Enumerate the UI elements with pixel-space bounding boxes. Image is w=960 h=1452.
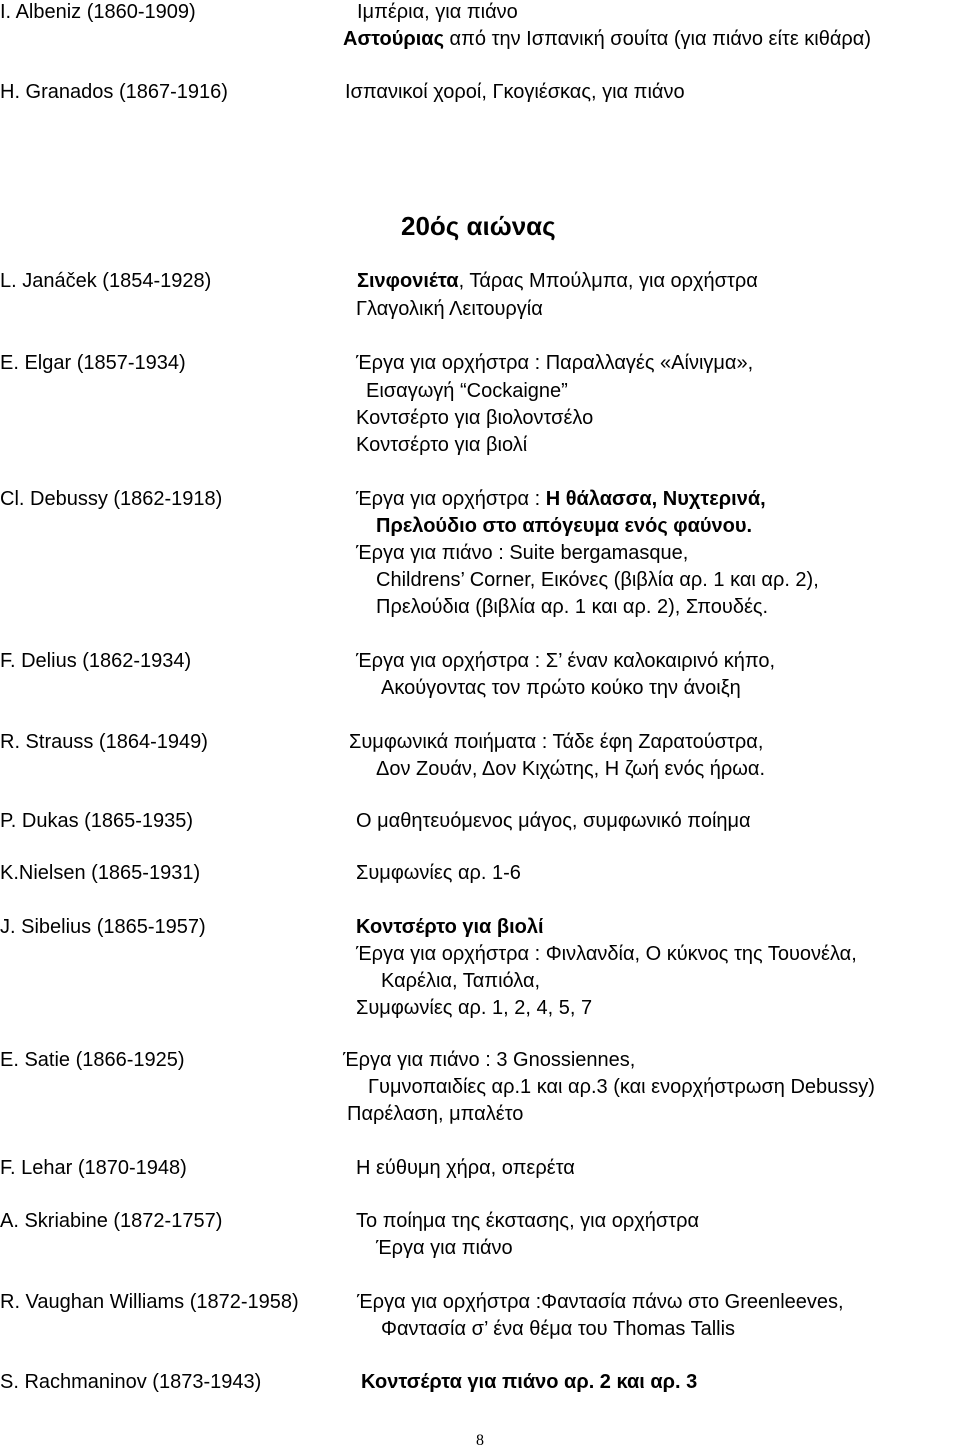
composer-delius: F. Delius (1862-1934) <box>0 650 192 672</box>
work-line: Πρελούδιο στο απόγευμα ενός φαύνου. <box>376 515 753 537</box>
work-line: Γυμνοπαιδίες αρ.1 και αρ.3 (και ενορχήστρωση Debussy) <box>368 1076 875 1098</box>
work-title-bold: Η θάλασσα, Νυχτερινά, <box>545 488 766 510</box>
work-line <box>343 28 871 50</box>
composer-nielsen: K.Nielsen (1865-1931) <box>0 862 201 884</box>
composer-rachmaninov: S. Rachmaninov (1873-1943) <box>0 1371 262 1393</box>
work-line <box>356 488 766 510</box>
work-line: Κοντσέρτα για πιάνο αρ. 2 και αρ. 3 <box>361 1371 698 1393</box>
composer-janacek: L. Janáček (1854-1928) <box>0 270 212 292</box>
work-line: Έργα για πιάνο : Suite bergamasque, <box>356 542 689 564</box>
work-line: Έργα για ορχήστρα :Φαντασία πάνω στο Greenleeves, <box>357 1291 844 1313</box>
work-line: Δον Ζουάν, Δον Κιχώτης, Η ζωή ενός ήρωα. <box>376 758 766 780</box>
work-text: από την Ισπανική σουίτα (για πιάνο είτε κιθάρα) <box>443 28 872 50</box>
work-line: Πρελούδια (βιβλία αρ. 1 και αρ. 2), Σπουδές. <box>376 596 769 618</box>
work-line: Εισαγωγή “Cockaigne” <box>366 380 568 402</box>
work-line: Childrens’ Corner, Εικόνες (βιβλία αρ. 1 και αρ. 2), <box>376 569 819 591</box>
work-line: Συμφωνίες αρ. 1-6 <box>356 862 521 884</box>
work-line: Κοντσέρτο για βιολί <box>356 434 528 456</box>
work-text: , Τάρας Μπούλμπα, για ορχήστρα <box>458 270 758 292</box>
work-line <box>357 270 758 292</box>
work-line: Ακούγοντας τον πρώτο κούκο την άνοιξη <box>381 677 741 699</box>
work-line: Έργα για ορχήστρα : Σ’ έναν καλοκαιρινό κήπο, <box>356 650 776 672</box>
composer-vaughan-williams: R. Vaughan Williams (1872-1958) <box>0 1291 299 1313</box>
work-line: Το ποίημα της έκστασης, για ορχήστρα <box>356 1210 700 1232</box>
composer-debussy: Cl. Debussy (1862-1918) <box>0 488 223 510</box>
page-number: 8 <box>476 1432 484 1449</box>
work-line: Καρέλια, Ταπιόλα, <box>381 970 541 992</box>
work-line: Ισπανικοί χοροί, Γκογιέσκας, για πιάνο <box>345 81 685 103</box>
work-title-bold: Αστούριας <box>343 28 444 50</box>
work-line: Έργα για ορχήστρα : Παραλλαγές «Αίνιγμα», <box>356 352 754 374</box>
work-line: Ο μαθητευόμενος μάγος, συμφωνικό ποίημα <box>356 810 751 832</box>
work-line: Παρέλαση, μπαλέτο <box>347 1103 524 1125</box>
work-line: Φαντασία σ’ ένα θέμα του Thomas Tallis <box>381 1318 736 1340</box>
work-line: Κοντσέρτο για βιολοντσέλο <box>356 407 594 429</box>
composer-sibelius: J. Sibelius (1865-1957) <box>0 916 206 938</box>
work-line: Έργα για ορχήστρα : Φινλανδία, Ο κύκνος της Τουονέλα, <box>356 943 857 965</box>
composer-skriabine: A. Skriabine (1872-1757) <box>0 1210 223 1232</box>
composer-elgar: E. Elgar (1857-1934) <box>0 352 186 374</box>
work-line: Η εύθυμη χήρα, οπερέτα <box>356 1157 575 1179</box>
work-title-bold: Σινφονιέτα <box>357 270 459 292</box>
composer-strauss: R. Strauss (1864-1949) <box>0 731 208 753</box>
composer-satie: E. Satie (1866-1925) <box>0 1049 185 1071</box>
work-line: Γλαγολική Λειτουργία <box>356 298 543 320</box>
work-line: Συμφωνικά ποιήματα : Τάδε έφη Ζαρατούστρα, <box>349 731 764 753</box>
composer-albeniz: I. Albeniz (1860-1909) <box>0 1 196 23</box>
composer-granados: H. Granados (1867-1916) <box>0 81 228 103</box>
composer-lehar: F. Lehar (1870-1948) <box>0 1157 187 1179</box>
work-line: Συμφωνίες αρ. 1, 2, 4, 5, 7 <box>356 997 593 1019</box>
work-line: Ιμπέρια, για πιάνο <box>357 1 518 23</box>
section-heading: 20ός αιώνας <box>401 211 556 241</box>
work-line: Έργα για πιάνο : 3 Gnossiennes, <box>343 1049 636 1071</box>
composer-dukas: P. Dukas (1865-1935) <box>0 810 194 832</box>
work-line: Κοντσέρτο για βιολί <box>356 916 544 938</box>
work-text: Έργα για ορχήστρα : <box>356 488 546 510</box>
work-line: Έργα για πιάνο <box>376 1237 513 1259</box>
